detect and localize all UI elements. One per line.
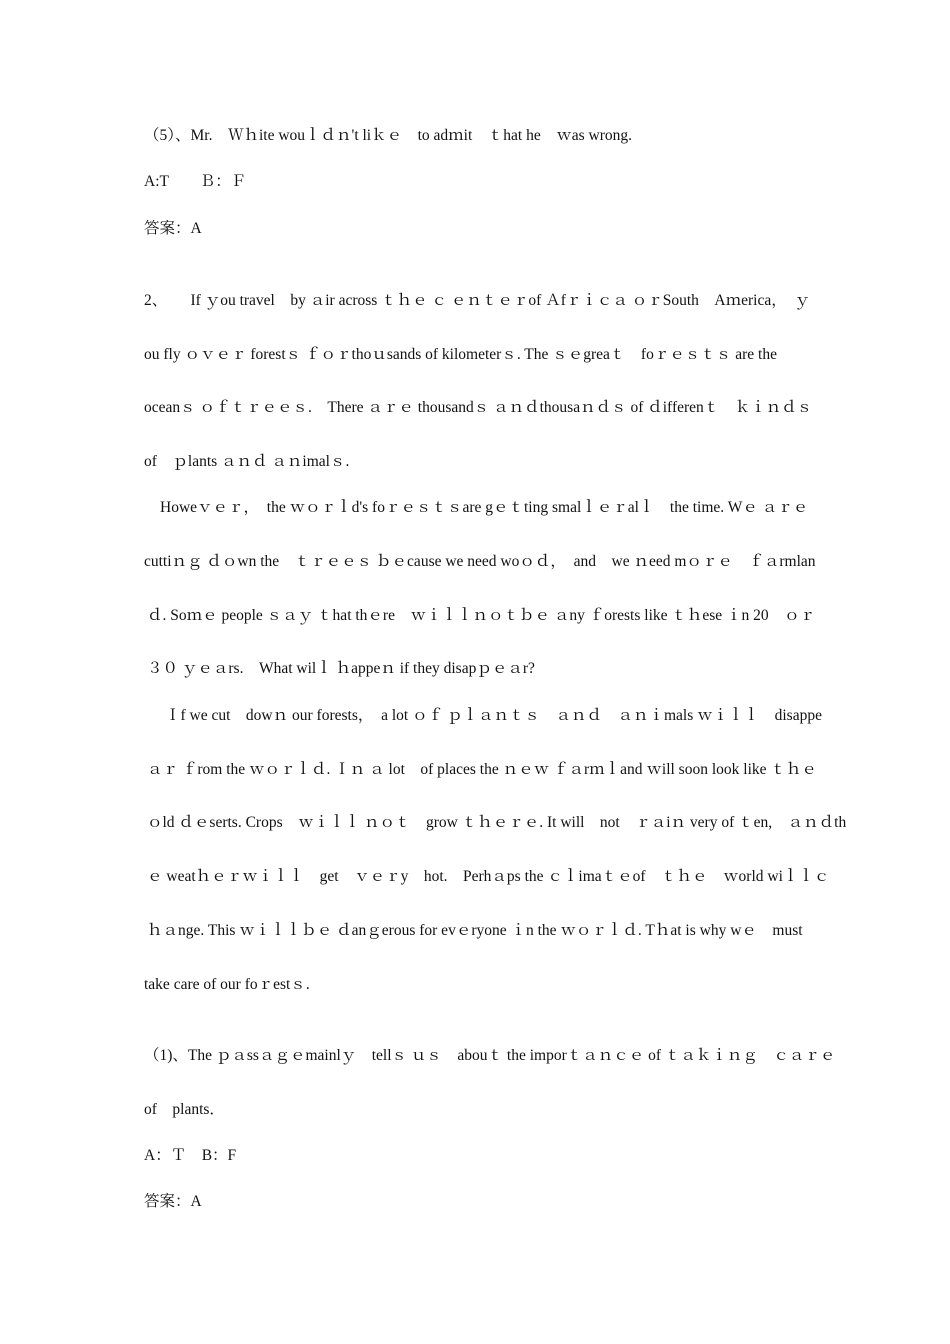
question-1: （1)、The ｐａssａｇｅmainlｙ tellｓ ｕｓ abouｔ the imporｔａｎｃｅ of ｔａｋｉｎｇ ｃａｒｅ — [144, 1047, 836, 1064]
passage-line: ｏld ｄｅserts. Crops ｗｉｌｌ ｎｏｔ grow ｔｈｅｒｅ. It will not ｒａiｎ very of ｔen, ａｎｄth — [147, 814, 847, 831]
passage-line: cuttiｎｇ ｄｏwn the ｔｒｅｅｓ ｂｅcause we need woｏｄ， and we ｎeed mｏｒｅ ｆａrmlan — [144, 553, 816, 570]
passage-line: ａｒ ｆrom the ｗｏｒｌｄ. Ｉｎ ａ lot of places the ｎｅｗ ｆａrｍｌand ｗill soon look like ｔｈｅ — [147, 761, 817, 778]
question-1-answer: 答案：A — [144, 1193, 202, 1210]
passage-line: of ｐlants ａｎｄ ａｎimalｓ. — [144, 453, 350, 470]
passage-line: Ｉf we cut dowｎ our forests， a lot ｏｆ ｐｌａｎｔｓ ａｎｄ ａｎｉmals ｗｉｌｌ disappe — [165, 707, 822, 724]
passage-line: 2、 If ｙou travel by ａir across ｔｈｅ ｃ ｅｎｔｅｒof Ａfｒｉｃａ ｏｒSouth Aｍerica， ｙ — [144, 292, 810, 309]
question-5-options: A:T Ｂ：Ｆ — [144, 173, 247, 190]
question-1-options: A：Ｔ B：F — [144, 1147, 237, 1164]
passage-line: ｈａnge. This ｗｉｌｌｂｅ ｄanｇerous for evｅryone ｉn the ｗｏｒｌｄ. Tｈat is why wｅ must — [147, 922, 803, 939]
passage-line: ３０ ｙｅａrs. What wilｌ ｈappeｎ if they disapｐｅａr? — [147, 660, 535, 677]
passage-line: oceanｓ ｏｆｔｒｅｅｓ. There ａｒｅ thousandｓ ａｎｄthousaｎｄｓ of ｄifferenｔ ｋｉｎｄｓ — [144, 399, 813, 416]
passage-line: ou fly ｏｖｅｒ forestｓ ｆｏｒthoｕsands of kilometerｓ. The ｓｅgreaｔ foｒｅｓｔｓ are the — [144, 346, 777, 363]
passage-line: ｅ weatｈｅｒｗｉｌｌ get ｖｅｒy hot. Perhａps the ｃｌimaｔｅof ｔｈｅ ｗorld wiｌｌｃ — [147, 868, 830, 885]
passage-line: Howeｖｅｒ， the ｗｏｒｌd's foｒｅｓｔｓare gｅｔting smalｌｅｒalｌ the time. Wｅ ａｒｅ — [160, 499, 809, 516]
question-5: （5）、Mr. Ｗｈite wouｌｄｎ't liｋｅ to adｍit ｔhat he ｗas wrong. — [144, 127, 632, 144]
passage-line: ｄ. Soｍｅ people ｓａｙ ｔhat thｅre ｗｉｌｌｎｏｔｂｅ ａny ｆorests like ｔｈese ｉn 20 ｏｒ — [147, 607, 816, 624]
question-1-continued: of plants． — [144, 1101, 225, 1118]
question-5-answer: 答案：A — [144, 220, 202, 237]
passage-line: take care of our foｒestｓ. — [144, 976, 310, 993]
